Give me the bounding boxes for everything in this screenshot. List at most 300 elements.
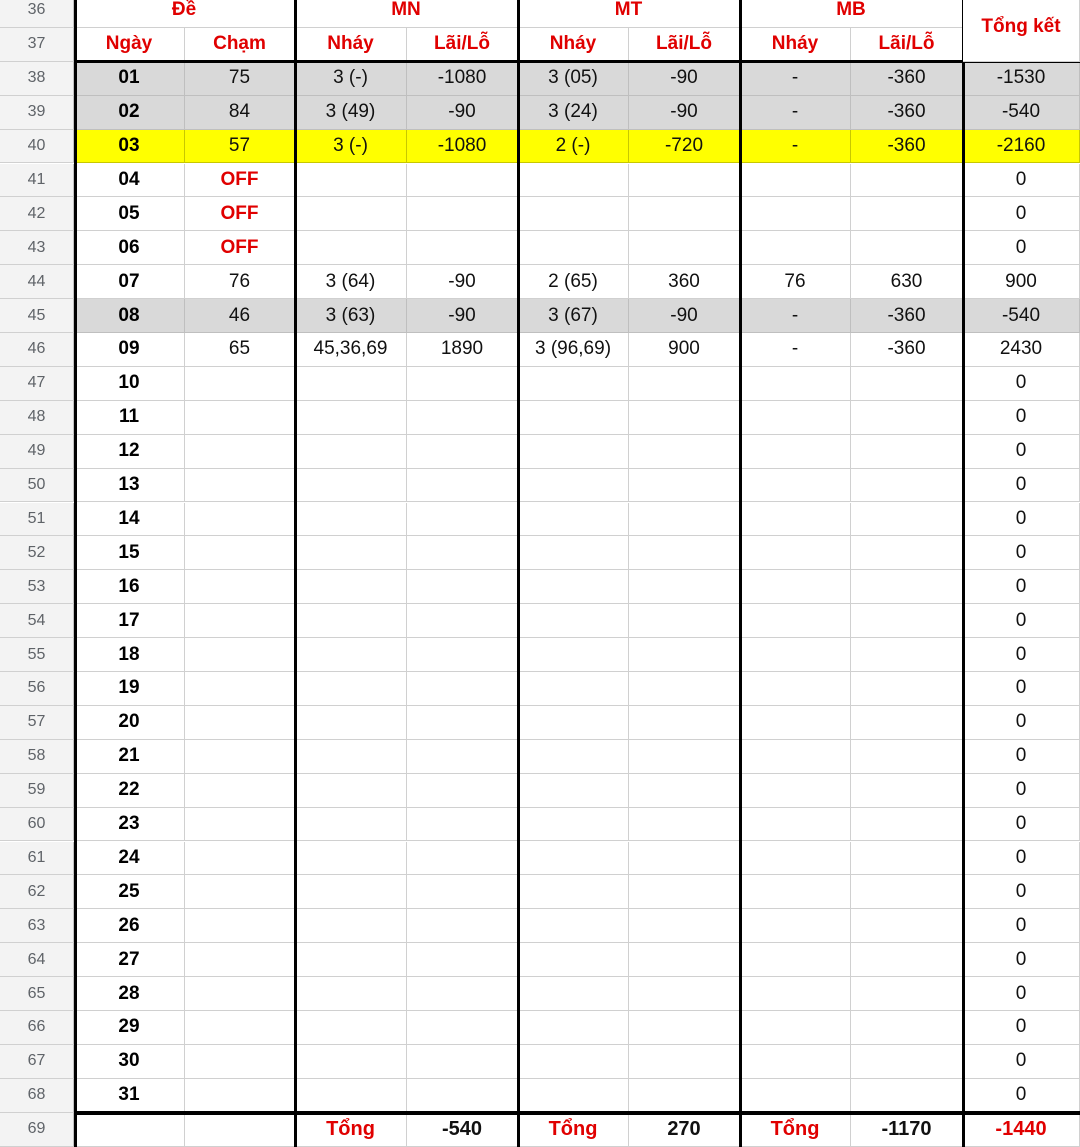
- cell-mn-lai[interactable]: -1080: [407, 62, 518, 96]
- cell-mt-lai[interactable]: -90: [629, 96, 740, 130]
- row-number[interactable]: 40: [0, 130, 74, 164]
- row-number[interactable]: 53: [0, 570, 74, 604]
- row-number[interactable]: 65: [0, 977, 74, 1011]
- cell-mn-lai[interactable]: [407, 604, 518, 638]
- cell-cham[interactable]: [185, 977, 295, 1011]
- cell-total[interactable]: 0: [963, 977, 1080, 1011]
- row-number[interactable]: 62: [0, 875, 74, 909]
- cell-total[interactable]: -540: [963, 96, 1080, 130]
- cell-mn-lai[interactable]: [407, 672, 518, 706]
- cell-mn-nhay[interactable]: [295, 977, 407, 1011]
- header-mt-nhay[interactable]: Nháy: [518, 28, 629, 62]
- cell-mb-lai[interactable]: [851, 604, 963, 638]
- cell-mt-nhay[interactable]: [518, 638, 629, 672]
- row-number[interactable]: 50: [0, 469, 74, 503]
- cell-mt-nhay[interactable]: 2 (-): [518, 130, 629, 164]
- cell-mn-nhay[interactable]: [295, 672, 407, 706]
- cell-mt-lai[interactable]: 900: [629, 333, 740, 367]
- cell-mn-nhay[interactable]: [295, 1079, 407, 1113]
- cell-total[interactable]: -2160: [963, 130, 1080, 164]
- header-mb-nhay[interactable]: Nháy: [740, 28, 851, 62]
- cell-mb-lai[interactable]: [851, 401, 963, 435]
- cell-mt-lai[interactable]: [629, 774, 740, 808]
- cell-mn-nhay[interactable]: [295, 808, 407, 842]
- cell-mb-nhay[interactable]: [740, 1079, 851, 1113]
- cell-day[interactable]: 28: [74, 977, 185, 1011]
- cell-mb-nhay[interactable]: [740, 604, 851, 638]
- cell-mn-nhay[interactable]: [295, 1011, 407, 1045]
- cell-day[interactable]: 22: [74, 774, 185, 808]
- cell-mn-lai[interactable]: [407, 367, 518, 401]
- cell-day[interactable]: 29: [74, 1011, 185, 1045]
- cell-mb-nhay[interactable]: [740, 875, 851, 909]
- cell-mt-lai[interactable]: [629, 231, 740, 265]
- row-number[interactable]: 43: [0, 231, 74, 265]
- row-number[interactable]: 45: [0, 299, 74, 333]
- cell-mt-nhay[interactable]: [518, 943, 629, 977]
- cell-cham[interactable]: [185, 672, 295, 706]
- cell-cham[interactable]: [185, 1045, 295, 1079]
- cell-cham[interactable]: [185, 1079, 295, 1113]
- row-number[interactable]: 41: [0, 164, 74, 198]
- cell-mn-lai[interactable]: [407, 570, 518, 604]
- cell-cham[interactable]: [185, 435, 295, 469]
- row-number[interactable]: 51: [0, 503, 74, 537]
- cell-day[interactable]: 16: [74, 570, 185, 604]
- cell-mt-nhay[interactable]: [518, 231, 629, 265]
- cell-mt-lai[interactable]: [629, 604, 740, 638]
- cell-mb-lai[interactable]: -360: [851, 96, 963, 130]
- cell-mb-lai[interactable]: -360: [851, 333, 963, 367]
- cell-mt-nhay[interactable]: [518, 197, 629, 231]
- cell-mb-nhay[interactable]: -: [740, 333, 851, 367]
- cell-mb-nhay[interactable]: -: [740, 130, 851, 164]
- cell-day[interactable]: 02: [74, 96, 185, 130]
- cell-mb-nhay[interactable]: [740, 469, 851, 503]
- cell-empty[interactable]: [74, 1113, 185, 1147]
- header-mt-lai-lo[interactable]: Lãi/Lỗ: [629, 28, 740, 62]
- cell-total[interactable]: 0: [963, 672, 1080, 706]
- row-number[interactable]: 42: [0, 197, 74, 231]
- header-mn-lai-lo[interactable]: Lãi/Lỗ: [407, 28, 518, 62]
- cell-day[interactable]: 26: [74, 909, 185, 943]
- cell-total[interactable]: 0: [963, 570, 1080, 604]
- cell-mb-nhay[interactable]: [740, 977, 851, 1011]
- header-de[interactable]: Đề: [74, 0, 295, 28]
- cell-mb-nhay[interactable]: [740, 943, 851, 977]
- cell-mn-lai[interactable]: [407, 706, 518, 740]
- cell-mt-lai[interactable]: [629, 197, 740, 231]
- cell-total[interactable]: 0: [963, 774, 1080, 808]
- cell-day[interactable]: 20: [74, 706, 185, 740]
- cell-mn-nhay[interactable]: [295, 401, 407, 435]
- cell-cham[interactable]: OFF: [185, 164, 295, 198]
- cell-mb-lai[interactable]: [851, 672, 963, 706]
- row-number[interactable]: 60: [0, 808, 74, 842]
- cell-mn-nhay[interactable]: [295, 231, 407, 265]
- row-number[interactable]: 59: [0, 774, 74, 808]
- cell-day[interactable]: 13: [74, 469, 185, 503]
- header-mt[interactable]: MT: [518, 0, 740, 28]
- cell-mt-nhay[interactable]: 3 (05): [518, 62, 629, 96]
- cell-mn-nhay[interactable]: [295, 536, 407, 570]
- grand-total-value[interactable]: -1440: [963, 1113, 1080, 1147]
- cell-day[interactable]: 18: [74, 638, 185, 672]
- cell-cham[interactable]: [185, 503, 295, 537]
- cell-mb-nhay[interactable]: [740, 740, 851, 774]
- cell-mt-nhay[interactable]: [518, 469, 629, 503]
- cell-mb-nhay[interactable]: [740, 808, 851, 842]
- cell-mt-lai[interactable]: [629, 977, 740, 1011]
- cell-mn-nhay[interactable]: [295, 774, 407, 808]
- cell-total[interactable]: 0: [963, 536, 1080, 570]
- cell-mt-nhay[interactable]: [518, 672, 629, 706]
- cell-mt-nhay[interactable]: [518, 706, 629, 740]
- cell-mb-lai[interactable]: [851, 570, 963, 604]
- cell-mn-nhay[interactable]: [295, 1045, 407, 1079]
- cell-total[interactable]: 0: [963, 1011, 1080, 1045]
- row-number[interactable]: 52: [0, 536, 74, 570]
- cell-mn-nhay[interactable]: [295, 604, 407, 638]
- cell-day[interactable]: 31: [74, 1079, 185, 1113]
- cell-total[interactable]: 0: [963, 367, 1080, 401]
- cell-mt-lai[interactable]: -90: [629, 62, 740, 96]
- cell-day[interactable]: 25: [74, 875, 185, 909]
- row-number[interactable]: 55: [0, 638, 74, 672]
- row-number[interactable]: 67: [0, 1045, 74, 1079]
- cell-mt-lai[interactable]: -90: [629, 299, 740, 333]
- cell-cham[interactable]: [185, 570, 295, 604]
- cell-day[interactable]: 04: [74, 164, 185, 198]
- cell-mt-nhay[interactable]: [518, 740, 629, 774]
- cell-mt-lai[interactable]: [629, 842, 740, 876]
- cell-day[interactable]: 10: [74, 367, 185, 401]
- cell-mb-nhay[interactable]: [740, 435, 851, 469]
- row-number[interactable]: 54: [0, 604, 74, 638]
- cell-mn-lai[interactable]: [407, 503, 518, 537]
- cell-mt-nhay[interactable]: [518, 435, 629, 469]
- cell-mt-lai[interactable]: [629, 1045, 740, 1079]
- cell-mt-nhay[interactable]: [518, 1079, 629, 1113]
- cell-mt-nhay[interactable]: [518, 367, 629, 401]
- mb-total-label[interactable]: Tổng: [740, 1113, 851, 1147]
- cell-cham[interactable]: OFF: [185, 231, 295, 265]
- cell-cham[interactable]: [185, 706, 295, 740]
- cell-mn-nhay[interactable]: 3 (64): [295, 265, 407, 299]
- cell-cham[interactable]: [185, 1011, 295, 1045]
- cell-mt-lai[interactable]: [629, 536, 740, 570]
- cell-mt-lai[interactable]: [629, 672, 740, 706]
- cell-day[interactable]: 11: [74, 401, 185, 435]
- row-number[interactable]: 64: [0, 943, 74, 977]
- cell-total[interactable]: 0: [963, 401, 1080, 435]
- cell-mt-lai[interactable]: [629, 706, 740, 740]
- cell-day[interactable]: 07: [74, 265, 185, 299]
- cell-day[interactable]: 05: [74, 197, 185, 231]
- cell-mt-lai[interactable]: [629, 909, 740, 943]
- cell-mn-lai[interactable]: [407, 977, 518, 1011]
- cell-cham[interactable]: [185, 875, 295, 909]
- cell-mn-lai[interactable]: 1890: [407, 333, 518, 367]
- cell-mt-lai[interactable]: [629, 943, 740, 977]
- cell-mn-nhay[interactable]: [295, 740, 407, 774]
- row-number[interactable]: 56: [0, 672, 74, 706]
- cell-mb-lai[interactable]: -360: [851, 62, 963, 96]
- cell-mb-nhay[interactable]: [740, 401, 851, 435]
- cell-day[interactable]: 14: [74, 503, 185, 537]
- cell-mt-lai[interactable]: [629, 435, 740, 469]
- cell-mb-lai[interactable]: [851, 638, 963, 672]
- cell-mb-nhay[interactable]: [740, 164, 851, 198]
- cell-day[interactable]: 01: [74, 62, 185, 96]
- cell-mb-lai[interactable]: -360: [851, 299, 963, 333]
- cell-day[interactable]: 24: [74, 842, 185, 876]
- cell-mn-lai[interactable]: [407, 774, 518, 808]
- cell-total[interactable]: 0: [963, 604, 1080, 638]
- cell-total[interactable]: 0: [963, 909, 1080, 943]
- cell-cham[interactable]: 65: [185, 333, 295, 367]
- cell-mn-lai[interactable]: [407, 1011, 518, 1045]
- cell-total[interactable]: -1530: [963, 62, 1080, 96]
- cell-mn-nhay[interactable]: 3 (49): [295, 96, 407, 130]
- cell-mn-nhay[interactable]: 45,36,69: [295, 333, 407, 367]
- cell-cham[interactable]: [185, 367, 295, 401]
- cell-mt-nhay[interactable]: [518, 401, 629, 435]
- cell-mb-lai[interactable]: [851, 1079, 963, 1113]
- cell-mt-nhay[interactable]: 2 (65): [518, 265, 629, 299]
- mt-total-label[interactable]: Tổng: [518, 1113, 629, 1147]
- cell-mn-lai[interactable]: [407, 469, 518, 503]
- cell-cham[interactable]: [185, 808, 295, 842]
- cell-cham[interactable]: [185, 909, 295, 943]
- cell-mt-lai[interactable]: [629, 808, 740, 842]
- cell-mb-nhay[interactable]: -: [740, 299, 851, 333]
- cell-mb-lai[interactable]: [851, 536, 963, 570]
- cell-mb-nhay[interactable]: [740, 367, 851, 401]
- cell-mt-lai[interactable]: -720: [629, 130, 740, 164]
- cell-cham[interactable]: [185, 774, 295, 808]
- cell-mt-lai[interactable]: [629, 401, 740, 435]
- cell-mn-nhay[interactable]: [295, 197, 407, 231]
- cell-mt-nhay[interactable]: 3 (96,69): [518, 333, 629, 367]
- cell-total[interactable]: 0: [963, 740, 1080, 774]
- cell-mb-lai[interactable]: [851, 231, 963, 265]
- cell-mb-lai[interactable]: -360: [851, 130, 963, 164]
- cell-mt-lai[interactable]: 360: [629, 265, 740, 299]
- cell-mn-lai[interactable]: -1080: [407, 130, 518, 164]
- cell-total[interactable]: 0: [963, 706, 1080, 740]
- cell-cham[interactable]: 46: [185, 299, 295, 333]
- cell-mt-lai[interactable]: [629, 570, 740, 604]
- cell-mb-nhay[interactable]: [740, 231, 851, 265]
- cell-total[interactable]: 0: [963, 842, 1080, 876]
- cell-mt-lai[interactable]: [629, 1079, 740, 1113]
- cell-mt-nhay[interactable]: [518, 503, 629, 537]
- cell-mn-lai[interactable]: [407, 401, 518, 435]
- cell-mt-nhay[interactable]: [518, 536, 629, 570]
- cell-mt-nhay[interactable]: [518, 774, 629, 808]
- cell-mb-lai[interactable]: [851, 943, 963, 977]
- cell-day[interactable]: 06: [74, 231, 185, 265]
- cell-mn-nhay[interactable]: [295, 469, 407, 503]
- row-number[interactable]: 36: [0, 0, 74, 28]
- cell-total[interactable]: 0: [963, 435, 1080, 469]
- cell-cham[interactable]: 75: [185, 62, 295, 96]
- cell-mn-lai[interactable]: [407, 909, 518, 943]
- cell-mn-nhay[interactable]: 3 (63): [295, 299, 407, 333]
- row-number[interactable]: 39: [0, 96, 74, 130]
- cell-cham[interactable]: [185, 842, 295, 876]
- cell-total[interactable]: 0: [963, 503, 1080, 537]
- cell-total[interactable]: 0: [963, 1079, 1080, 1113]
- cell-mn-lai[interactable]: [407, 943, 518, 977]
- cell-mt-lai[interactable]: [629, 875, 740, 909]
- cell-empty[interactable]: [185, 1113, 295, 1147]
- cell-mn-lai[interactable]: -90: [407, 299, 518, 333]
- cell-mb-lai[interactable]: [851, 435, 963, 469]
- cell-mn-lai[interactable]: [407, 842, 518, 876]
- cell-mn-nhay[interactable]: [295, 570, 407, 604]
- cell-cham[interactable]: [185, 604, 295, 638]
- cell-mn-lai[interactable]: [407, 197, 518, 231]
- cell-day[interactable]: 03: [74, 130, 185, 164]
- cell-cham[interactable]: [185, 638, 295, 672]
- cell-mn-lai[interactable]: [407, 231, 518, 265]
- header-mn-nhay[interactable]: Nháy: [295, 28, 407, 62]
- cell-mn-lai[interactable]: [407, 1079, 518, 1113]
- cell-mb-lai[interactable]: [851, 503, 963, 537]
- cell-day[interactable]: 09: [74, 333, 185, 367]
- cell-mt-nhay[interactable]: [518, 570, 629, 604]
- cell-mb-nhay[interactable]: -: [740, 96, 851, 130]
- cell-mb-nhay[interactable]: -: [740, 62, 851, 96]
- cell-cham[interactable]: 76: [185, 265, 295, 299]
- cell-total[interactable]: 900: [963, 265, 1080, 299]
- cell-mt-lai[interactable]: [629, 638, 740, 672]
- cell-cham[interactable]: 57: [185, 130, 295, 164]
- cell-mt-nhay[interactable]: [518, 808, 629, 842]
- cell-day[interactable]: 15: [74, 536, 185, 570]
- cell-total[interactable]: 0: [963, 943, 1080, 977]
- cell-total[interactable]: 0: [963, 469, 1080, 503]
- cell-mb-lai[interactable]: [851, 842, 963, 876]
- cell-mn-nhay[interactable]: 3 (-): [295, 62, 407, 96]
- cell-mn-nhay[interactable]: [295, 842, 407, 876]
- cell-mb-lai[interactable]: [851, 875, 963, 909]
- mt-total-value[interactable]: 270: [629, 1113, 740, 1147]
- header-mn[interactable]: MN: [295, 0, 518, 28]
- cell-day[interactable]: 12: [74, 435, 185, 469]
- cell-mt-nhay[interactable]: 3 (24): [518, 96, 629, 130]
- cell-day[interactable]: 27: [74, 943, 185, 977]
- cell-mt-nhay[interactable]: 3 (67): [518, 299, 629, 333]
- cell-mb-lai[interactable]: [851, 740, 963, 774]
- cell-mn-lai[interactable]: -90: [407, 265, 518, 299]
- cell-mn-nhay[interactable]: [295, 875, 407, 909]
- header-cham[interactable]: Chạm: [185, 28, 295, 62]
- row-number[interactable]: 69: [0, 1113, 74, 1147]
- cell-mb-lai[interactable]: [851, 909, 963, 943]
- cell-mb-lai[interactable]: [851, 469, 963, 503]
- header-mb[interactable]: MB: [740, 0, 963, 28]
- cell-mb-nhay[interactable]: [740, 909, 851, 943]
- row-number[interactable]: 38: [0, 62, 74, 96]
- cell-mt-lai[interactable]: [629, 740, 740, 774]
- cell-mt-nhay[interactable]: [518, 875, 629, 909]
- cell-total[interactable]: 0: [963, 638, 1080, 672]
- row-number[interactable]: 57: [0, 706, 74, 740]
- cell-mt-lai[interactable]: [629, 1011, 740, 1045]
- cell-day[interactable]: 23: [74, 808, 185, 842]
- row-number[interactable]: 49: [0, 435, 74, 469]
- cell-cham[interactable]: [185, 401, 295, 435]
- row-number[interactable]: 66: [0, 1011, 74, 1045]
- cell-mn-lai[interactable]: [407, 875, 518, 909]
- cell-total[interactable]: 0: [963, 1045, 1080, 1079]
- mb-total-value[interactable]: -1170: [851, 1113, 963, 1147]
- cell-mb-lai[interactable]: [851, 1045, 963, 1079]
- cell-mb-nhay[interactable]: 76: [740, 265, 851, 299]
- cell-cham[interactable]: [185, 536, 295, 570]
- cell-total[interactable]: 0: [963, 875, 1080, 909]
- row-number[interactable]: 46: [0, 333, 74, 367]
- cell-day[interactable]: 19: [74, 672, 185, 706]
- cell-mt-nhay[interactable]: [518, 604, 629, 638]
- cell-mb-nhay[interactable]: [740, 570, 851, 604]
- cell-mb-nhay[interactable]: [740, 1011, 851, 1045]
- cell-cham[interactable]: OFF: [185, 197, 295, 231]
- row-number[interactable]: 44: [0, 265, 74, 299]
- cell-mb-nhay[interactable]: [740, 503, 851, 537]
- cell-cham[interactable]: [185, 469, 295, 503]
- cell-mn-nhay[interactable]: [295, 503, 407, 537]
- row-number[interactable]: 48: [0, 401, 74, 435]
- cell-mt-nhay[interactable]: [518, 909, 629, 943]
- mn-total-label[interactable]: Tổng: [295, 1113, 407, 1147]
- cell-mn-lai[interactable]: [407, 164, 518, 198]
- cell-mn-nhay[interactable]: [295, 909, 407, 943]
- row-number[interactable]: 37: [0, 28, 74, 62]
- cell-total[interactable]: 2430: [963, 333, 1080, 367]
- cell-total[interactable]: 0: [963, 808, 1080, 842]
- cell-mt-nhay[interactable]: [518, 164, 629, 198]
- cell-mn-lai[interactable]: [407, 536, 518, 570]
- cell-mt-lai[interactable]: [629, 164, 740, 198]
- header-ngay[interactable]: Ngày: [74, 28, 185, 62]
- cell-mb-nhay[interactable]: [740, 706, 851, 740]
- cell-mn-nhay[interactable]: [295, 435, 407, 469]
- cell-mt-nhay[interactable]: [518, 977, 629, 1011]
- cell-cham[interactable]: [185, 943, 295, 977]
- cell-day[interactable]: 30: [74, 1045, 185, 1079]
- header-mb-lai-lo[interactable]: Lãi/Lỗ: [851, 28, 963, 62]
- cell-total[interactable]: 0: [963, 197, 1080, 231]
- row-number[interactable]: 63: [0, 909, 74, 943]
- cell-mt-nhay[interactable]: [518, 842, 629, 876]
- cell-mt-nhay[interactable]: [518, 1011, 629, 1045]
- header-tong-ket[interactable]: Tổng kết: [963, 0, 1080, 62]
- cell-mb-lai[interactable]: [851, 197, 963, 231]
- cell-mn-nhay[interactable]: [295, 706, 407, 740]
- row-number[interactable]: 47: [0, 367, 74, 401]
- row-number[interactable]: 68: [0, 1079, 74, 1113]
- cell-mb-nhay[interactable]: [740, 1045, 851, 1079]
- cell-mb-lai[interactable]: [851, 808, 963, 842]
- cell-mb-nhay[interactable]: [740, 842, 851, 876]
- cell-mb-nhay[interactable]: [740, 536, 851, 570]
- cell-mn-nhay[interactable]: [295, 164, 407, 198]
- cell-mn-lai[interactable]: [407, 808, 518, 842]
